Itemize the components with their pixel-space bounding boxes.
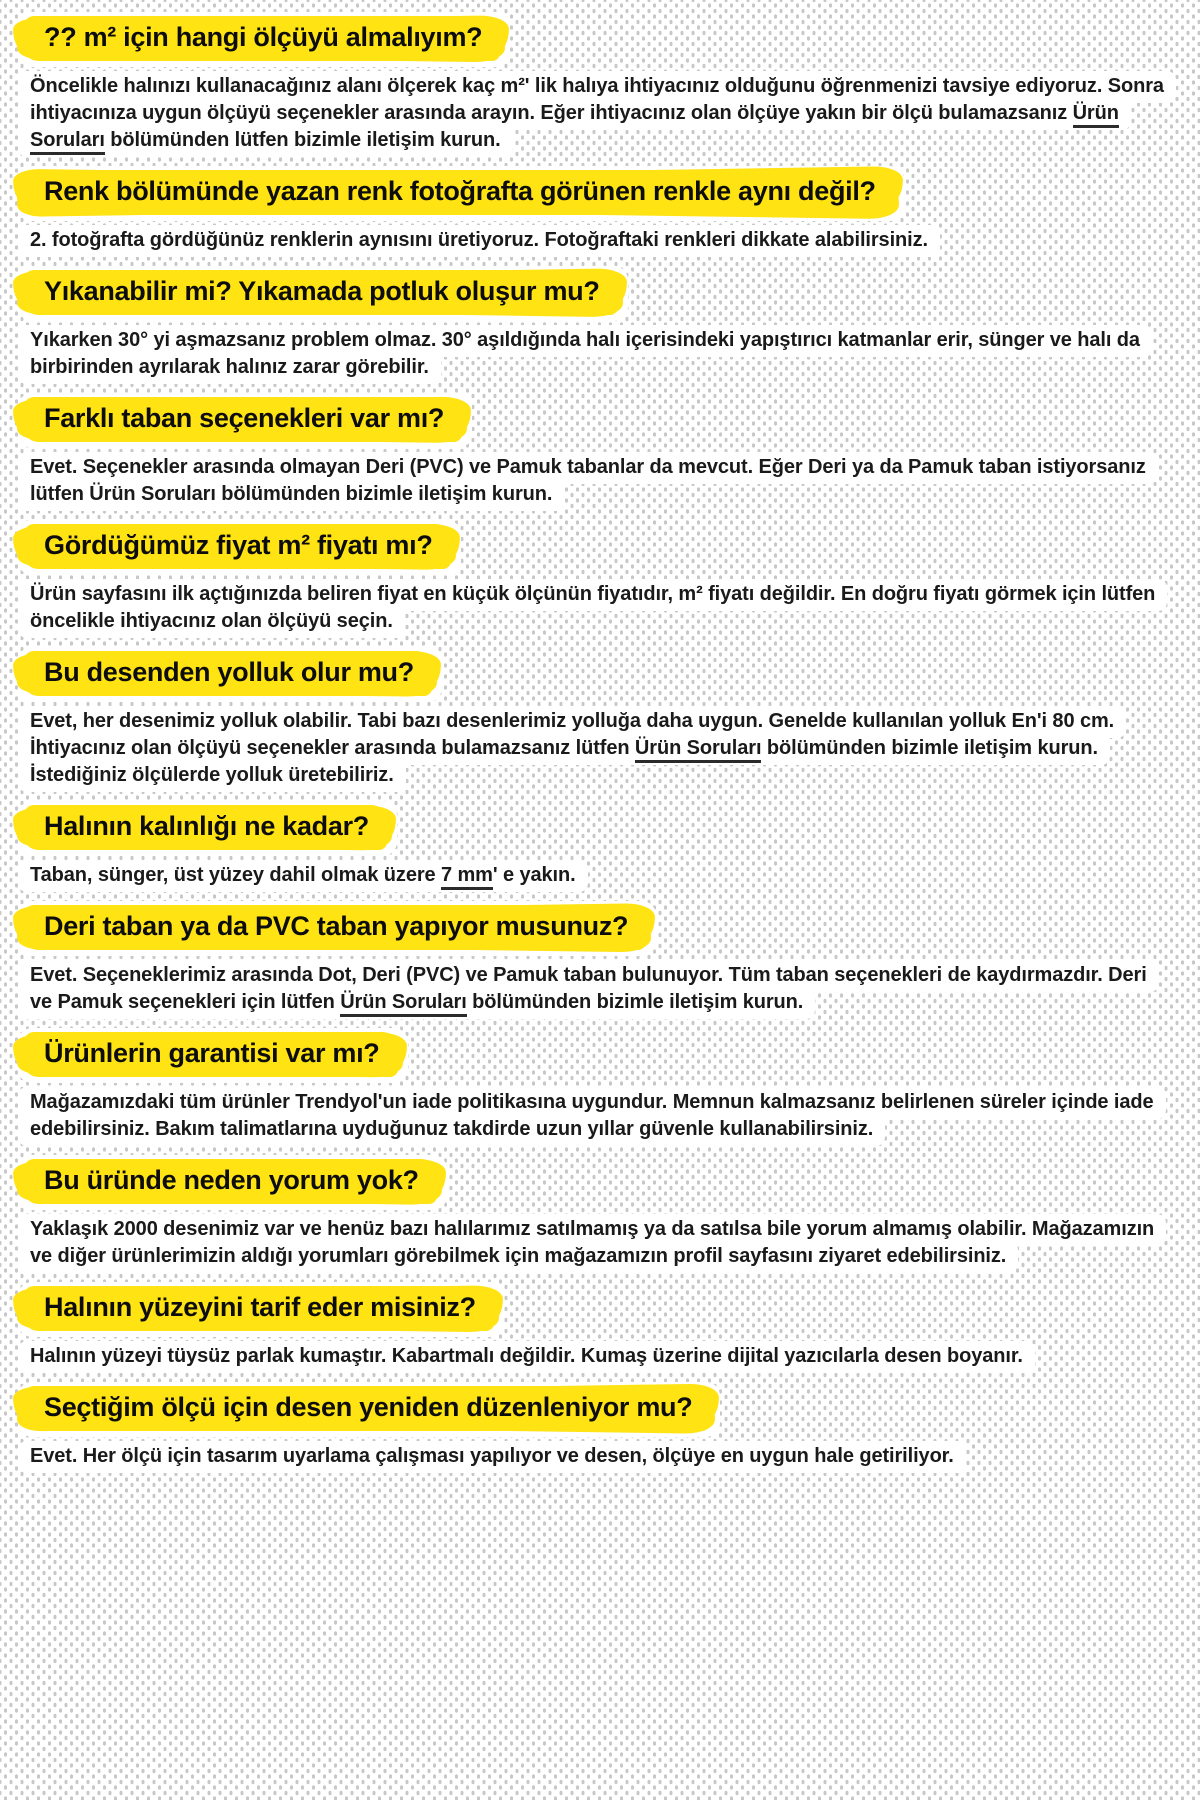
answer [18, 862, 1168, 889]
answer-text [18, 325, 1152, 384]
faq-section [18, 12, 1176, 154]
question [18, 647, 1176, 702]
faq-section [18, 801, 1176, 889]
thickness-underline: 7 mm [441, 864, 493, 890]
answer [18, 1343, 1168, 1370]
answer-text [18, 225, 940, 257]
answer-segment: Öncelikle halınızı kullanacağınız alanı ölçerek kaç m²' lik halıya ihtiyacınız olduğunu öğrenmenizi tavsiye ediyoruz. Sonra ihtiyacınıza uygun ölçüyü seçenekler arasında arayın. Eğer ihtiyacınız olan ölçüye yakın bir ölçü bulamazsanız [30, 75, 1164, 124]
question [18, 1155, 1176, 1210]
question-highlight [24, 1032, 398, 1077]
product-questions-link: Ürün Soruları [635, 737, 762, 763]
question-halo [18, 1155, 447, 1210]
answer-text [18, 1341, 1035, 1373]
faq-section [18, 166, 1176, 254]
question-text: Ürünlerin garantisi var mı? [44, 1038, 380, 1068]
question-text: Halının kalınlığı ne kadar? [44, 811, 369, 841]
question-halo [18, 166, 904, 221]
question-halo [18, 1282, 504, 1337]
answer [18, 1443, 1168, 1470]
question [18, 520, 1176, 575]
question-highlight [24, 397, 462, 442]
answer-segment: Evet. Her ölçü için tasarım uyarlama çalışması yapılıyor ve desen, ölçüye en uygun hale getiriliyor. [30, 1445, 954, 1467]
question-text: Renk bölümünde yazan renk fotoğrafta görünen renkle aynı değil? [44, 176, 876, 206]
faq-section [18, 1028, 1176, 1143]
question-text: Gördüğümüz fiyat m² fiyatı mı? [44, 530, 433, 560]
question-highlight [24, 1386, 710, 1431]
answer-segment: 2. fotoğrafta gördüğünüz renklerin aynısını üretiyoruz. Fotoğraftaki renkleri dikkate alabilirsiniz. [30, 229, 928, 251]
answer [18, 708, 1168, 789]
answer [18, 962, 1168, 1016]
answer-text [18, 1214, 1166, 1273]
answer [18, 73, 1168, 154]
question-halo [18, 520, 461, 575]
answer-text [18, 452, 1158, 511]
question-halo [18, 266, 628, 321]
faq-section [18, 647, 1176, 789]
question-highlight [24, 1159, 437, 1204]
faq-section [18, 393, 1176, 508]
question [18, 1028, 1176, 1083]
question-halo [18, 1382, 720, 1437]
faq-section [18, 266, 1176, 381]
answer-text [18, 960, 1159, 1019]
answer-segment: bölümünden bizimle iletişim kurun. [466, 991, 804, 1013]
question-highlight [24, 16, 500, 61]
answer [18, 454, 1168, 508]
question-text: ?? m² için hangi ölçüyü almalıyım? [44, 22, 483, 52]
answer-text [18, 1087, 1166, 1146]
answer-segment: Evet, her desenimiz yolluk olabilir. Tabi bazı desenlerimiz yolluğa daha uygun. Genelde kullanılan yolluk En'i 80 cm. İhtiyacınız olan ölçüyü seçenekler arasında bulamazsanız lütfen [30, 710, 1115, 759]
answer [18, 581, 1168, 635]
answer [18, 1216, 1168, 1270]
question-highlight [24, 1286, 494, 1331]
answer-text [18, 579, 1167, 638]
question-text: Halının yüzeyini tarif eder misiniz? [44, 1292, 476, 1322]
answer [18, 227, 1168, 254]
question-text: Seçtiğim ölçü için desen yeniden düzenleniyor mu? [44, 1392, 693, 1422]
question-halo [18, 801, 397, 856]
question [18, 801, 1176, 856]
question-highlight [24, 905, 646, 950]
question-highlight [24, 270, 618, 315]
answer-segment: bölümünden bizimle iletişim kurun. İstediğiniz ölçülerde yolluk üretebiliriz. [30, 737, 1098, 786]
question-halo [18, 1028, 408, 1083]
question-halo [18, 901, 656, 956]
answer-segment: Yaklaşık 2000 desenimiz var ve henüz bazı halılarımız satılmamış ya da satılsa bile yorum almamış olabilir. Mağazamızın ve diğer ürünlerimizin aldığı yorumları görebilmek için mağazamızın profil sayfasını ziyaret edebilirsiniz. [30, 1218, 1155, 1267]
question [18, 393, 1176, 448]
faq-section [18, 1382, 1176, 1470]
question [18, 1282, 1176, 1337]
question-halo [18, 12, 510, 67]
product-questions-link: Ürün Soruları [340, 991, 467, 1017]
answer-text [18, 1441, 966, 1473]
answer-segment: Evet. Seçeneklerimiz arasında Dot, Deri (PVC) ve Pamuk taban bulunuyor. Tüm taban seçenekleri de kaydırmazdır. Deri ve Pamuk seçenekleri için lütfen [30, 964, 1147, 1013]
faq-section [18, 1282, 1176, 1370]
question-highlight [24, 651, 432, 696]
answer-segment: Taban, sünger, üst yüzey dahil olmak üzere [30, 864, 442, 886]
question-highlight [24, 524, 451, 569]
faq-section [18, 1155, 1176, 1270]
faq-section [18, 520, 1176, 635]
question-highlight [24, 805, 387, 850]
question-text: Bu üründe neden yorum yok? [44, 1165, 419, 1195]
question [18, 12, 1176, 67]
answer-text [18, 71, 1176, 157]
answer-text [18, 860, 588, 892]
answer [18, 327, 1168, 381]
answer-segment: Yıkarken 30° yi aşmazsanız problem olmaz. 30° aşıldığında halı içerisindeki yapıştırıcı katmanlar erir, sünger ve halı da birbirinden ayrılarak halınız zarar görebilir. [30, 329, 1140, 378]
answer [18, 1089, 1168, 1143]
answer-segment: Evet. Seçenekler arasında olmayan Deri (PVC) ve Pamuk tabanlar da mevcut. Eğer Deri ya da Pamuk taban istiyorsanız lütfen Ürün Soruları bölümünden bizimle iletişim kurun. [30, 456, 1146, 505]
question-halo [18, 393, 472, 448]
question-text: Bu desenden yolluk olur mu? [44, 657, 414, 687]
answer-text [18, 706, 1126, 792]
answer-segment: Halının yüzeyi tüysüz parlak kumaştır. Kabartmalı değildir. Kumaş üzerine dijital yazıcılarla desen boyanır. [30, 1345, 1023, 1367]
faq-section [18, 901, 1176, 1016]
answer-segment: bölümünden lütfen bizimle iletişim kurun. [104, 129, 501, 151]
question-text: Yıkanabilir mi? Yıkamada potluk oluşur mu? [44, 276, 600, 306]
question-text: Deri taban ya da PVC taban yapıyor musunuz? [44, 911, 629, 941]
answer-segment: ' e yakın. [492, 864, 576, 886]
answer-segment: Mağazamızdaki tüm ürünler Trendyol'un iade politikasına uygundur. Memnun kalmazsanız belirlenen süreler içinde iade edebilirsiniz. Bakım talimatlarına uyduğunuz takdirde uzun yıllar güvenle kullanabilirsiniz. [30, 1091, 1154, 1140]
question [18, 1382, 1176, 1437]
question-halo [18, 647, 442, 702]
question [18, 266, 1176, 321]
question-highlight [24, 170, 894, 215]
product-questions-link: Ürün Soruları [30, 102, 1119, 155]
question [18, 166, 1176, 221]
answer-segment: Ürün sayfasını ilk açtığınızda beliren fiyat en küçük ölçünün fiyatıdır, m² fiyatı değildir. En doğru fiyatı görmek için lütfen öncelikle ihtiyacınız olan ölçüyü seçin. [30, 583, 1156, 632]
question [18, 901, 1176, 956]
question-text: Farklı taban seçenekleri var mı? [44, 403, 445, 433]
